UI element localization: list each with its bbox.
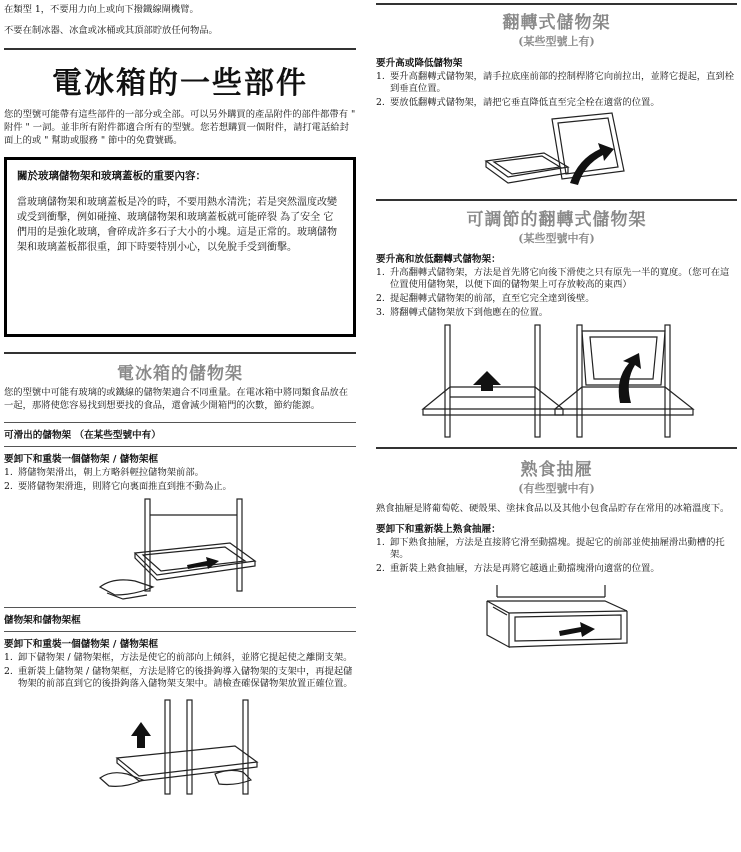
step-number: 2. (376, 563, 385, 574)
flip-shelf-illustration (482, 111, 632, 191)
list-item: 1. 升高翻轉式儲物架，方法是首先將它向後下滑使之只有原先一半的寬度。（您可在這位置使用儲物架，以便下面的儲物架上可存放較高的東西） (376, 267, 730, 290)
step-number: 2. (376, 293, 385, 304)
step-number: 2. (376, 97, 385, 108)
right-column (376, 0, 737, 667)
step-number: 1. (376, 71, 385, 82)
divider (376, 447, 737, 449)
deli-drawer-illustration (477, 577, 637, 667)
glass-warning-body: 當玻璃儲物架和玻璃蓋板是冷的時，不要用熱水清洗；若是突然溫度改變或受到衝擊，例如碰撞、玻璃儲物架和玻璃蓋板就可能碎裂 為了安全 它們用的是強化玻璃，會碎成許多石子大小的小塊。這是正常的。玻璃儲物架和玻璃蓋板都很重，卸下時要特別小心，以免脫手受到衝擊。 (17, 197, 337, 253)
left-column (4, 0, 356, 796)
frames-title: 儲物架和儲物架框 (4, 615, 81, 626)
frames-subtitle: 要卸下和重裝一個儲物架 / 儲物架框 (4, 639, 159, 650)
list-item: 2. 重新裝上熟食抽屜，方法是再將它越過止動擋塊滑向適當的位置。 (376, 563, 660, 574)
parts-title: 電冰箱的一些部件 (52, 66, 308, 101)
divider (4, 422, 356, 423)
frames-steps (4, 652, 356, 690)
deli-title: 熟食抽屜 (520, 460, 593, 480)
divider (376, 199, 737, 201)
list-item: 2. 重新裝上儲物架 / 儲物架框，方法是將它的後掛鉤導入儲物架的支架中，再提起儲物架的前部直到它的後掛鉤落入儲物架支架中。請檢查確保儲物架放置正確位置。 (4, 666, 353, 689)
top-line-2: 不要在制冰器、冰盒或冰桶或其頂部貯放任何物品。 (4, 25, 218, 36)
shelves-title: 電冰箱的儲物架 (117, 364, 243, 384)
adjustable-subtitle: (某些型號中有) (518, 232, 595, 245)
divider (376, 3, 737, 5)
slide-out-steps (4, 467, 356, 493)
deli-intro: 熟食抽屜是將葡萄乾、硬殼果、塗抹食品以及其他小包食品貯存在常用的冰箱溫度下。 (376, 503, 730, 514)
flip-subtitle: (某些型號上有) (518, 35, 595, 48)
flip-steps (376, 71, 737, 109)
shelves-intro: 您的型號中可能有玻璃的或鐵線的儲物架適合不同重量。在電冰箱中將同類食品放在一起，那將使您容易找到想要找的食品，還會減少開箱門的次數，節約能源。 (4, 387, 348, 411)
shelf-frame-illustration (95, 692, 265, 796)
glass-warning-box (4, 157, 356, 337)
deli-subtitle: (有些型號中有) (518, 482, 595, 495)
deli-steps (376, 537, 737, 575)
divider (4, 446, 356, 447)
list-item: 1. 要升高翻轉式儲物架，請手拉底座前部的控制桿將它向前拉出，並將它提起，直到栓到垂直位置。 (376, 71, 734, 94)
list-item: 1. 卸下熟食抽屜，方法是直接將它滑至動擋塊。提起它的前部並使抽屜滑出動槽的托架。 (376, 537, 725, 560)
list-item: 2. 要放低翻轉式儲物架，請把它垂直降低直至完全栓在適當的位置。 (376, 97, 660, 108)
adjustable-flip-shelf-illustration (415, 321, 699, 439)
list-item: 2. 提起翻轉式儲物架的前部，直至它完全達到後壁。 (376, 293, 595, 304)
glass-warning-title: 關於玻璃儲物架和玻璃蓋板的重要內容： (17, 170, 206, 182)
adjustable-title: 可調節的翻轉式儲物架 (466, 210, 647, 230)
slide-out-title: 可滑出的儲物架 （在某些型號中有） (4, 430, 161, 441)
list-item: 1. 卸下儲物架 / 儲物架框，方法是使它的前部向上傾斜，並將它提起使之離開支架。 (4, 652, 353, 663)
divider (4, 607, 356, 608)
slide-out-subtitle: 要卸下和重裝一個儲物架 / 儲物架框 (4, 454, 159, 465)
step-number: 3. (376, 307, 385, 318)
flip-title: 翻轉式儲物架 (502, 13, 611, 33)
divider (4, 48, 356, 50)
deli-heading: 要卸下和重新裝上熟食抽屜： (376, 524, 501, 535)
adjustable-steps (376, 267, 737, 319)
top-line-1: 在類型 1，不要用力向上或向下撥鐵線閘機臂。 (4, 4, 199, 15)
step-number: 2. (4, 481, 13, 492)
divider (4, 352, 356, 354)
flip-heading: 要升高或降低儲物架 (376, 58, 463, 69)
slide-out-shelf-illustration (95, 495, 265, 603)
list-item: 2. 要將儲物架滑進，則將它向裏面推直到推不動為止。 (4, 481, 232, 492)
adjustable-heading: 要升高和放低翻轉式儲物架： (376, 254, 501, 265)
step-number: 1. (4, 652, 13, 663)
step-number: 1. (4, 467, 13, 478)
parts-intro: 您的型號可能帶有這些部件的一部分或全部。可以另外購買的產品附件的部件都帶有 " 附件 " 一詞。並非所有附件都適合所有的型號。您若想購買一個附件，請打電話給封面上的或 " 幫助或服務 " 節中的免費號碼。 (4, 109, 356, 146)
step-number: 1. (376, 267, 385, 278)
list-item: 3. 將翻轉式儲物架放下到他應在的位置。 (376, 307, 549, 318)
step-number: 1. (376, 537, 385, 548)
divider (4, 631, 356, 632)
list-item: 1. 將儲物架滑出，朝上方略斜輕拉儲物架前部。 (4, 467, 204, 478)
step-number: 2. (4, 666, 13, 677)
